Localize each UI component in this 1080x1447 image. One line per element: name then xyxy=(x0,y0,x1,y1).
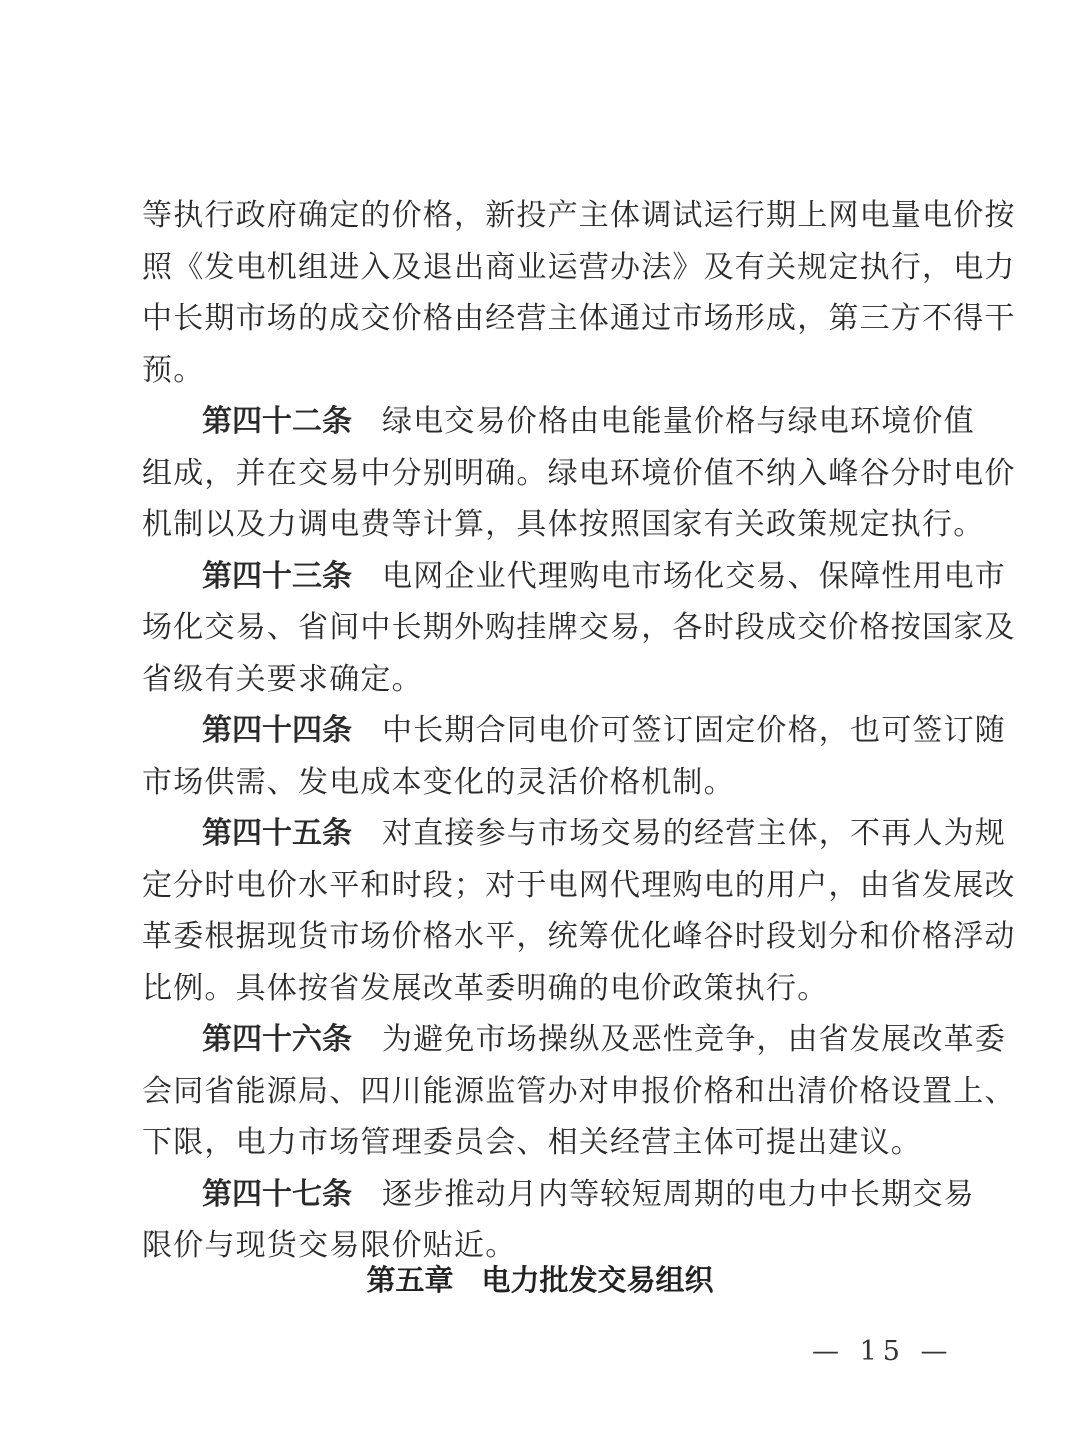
paragraph-line: 组成，并在交易中分别明确。绿电环境价值不纳入峰谷分时电价 xyxy=(142,455,1016,491)
article-number: 第四十二条 xyxy=(202,404,352,439)
paragraph-line: 照《发电机组进入及退出商业运营办法》及有关规定执行，电力 xyxy=(142,249,1016,285)
article-number: 第四十六条 xyxy=(202,1022,352,1057)
paragraph-line: 省级有关要求确定。 xyxy=(142,661,423,697)
paragraph-line: 比例。具体按省发展改革委明确的电价政策执行。 xyxy=(142,970,829,1006)
chapter-heading xyxy=(0,1258,1080,1299)
article-43-first-line xyxy=(142,551,1006,603)
paragraph-line: 中长期市场的成交价格由经营主体通过市场形成，第三方不得干 xyxy=(142,301,1016,336)
article-number: 第四十三条 xyxy=(202,558,352,594)
article-text: 中长期合同电价可签订固定价格，也可签订随 xyxy=(382,713,1006,748)
article-number: 第四十七条 xyxy=(202,1176,352,1212)
paragraph-line: 限价与现货交易限价贴近。 xyxy=(142,1228,517,1263)
paragraph-line: 革委根据现货市场价格水平，统筹优化峰谷时段划分和价格浮动 xyxy=(142,919,1016,954)
paragraph-line: 预。 xyxy=(142,352,205,388)
article-45-first-line xyxy=(142,808,1006,860)
paragraph-line: 场化交易、省间中长期外购挂牌交易，各时段成交价格按国家及 xyxy=(142,610,1016,645)
article-text: 电网企业代理购电市场化交易、保障性用电市 xyxy=(382,558,1006,594)
article-text: 对直接参与市场交易的经营主体，不再人为规 xyxy=(382,816,1006,851)
article-44-first-line xyxy=(142,705,1006,757)
paragraph-line: 定分时电价水平和时段；对于电网代理购电的用户，由省发展改 xyxy=(142,867,1016,903)
article-text: 逐步推动月内等较短周期的电力中长期交易 xyxy=(382,1176,975,1212)
article-number: 第四十五条 xyxy=(202,816,352,851)
article-text: 绿电交易价格由电能量价格与绿电环境价值 xyxy=(382,404,975,439)
article-42-first-line xyxy=(142,396,975,448)
article-number: 第四十四条 xyxy=(202,713,352,748)
article-47-first-line xyxy=(142,1169,975,1221)
paragraph-line: 下限，电力市场管理委员会、相关经营主体可提出建议。 xyxy=(142,1125,922,1160)
paragraph-line: 会同省能源局、四川能源监管办对申报价格和出清价格设置上、 xyxy=(142,1073,1016,1109)
chapter-title: 电力批发交易组织 xyxy=(481,1263,714,1297)
article-46-first-line xyxy=(142,1014,1006,1066)
paragraph-line: 市场供需、发电成本变化的灵活价格机制。 xyxy=(142,764,735,800)
page-number: — 15 — xyxy=(812,1336,954,1367)
body-text xyxy=(142,190,1016,1272)
article-text: 为避免市场操纵及恶性竞争，由省发展改革委 xyxy=(382,1022,1006,1057)
chapter-number: 第五章 xyxy=(366,1263,454,1297)
paragraph-line: 机制以及力调电费等计算，具体按照国家有关政策规定执行。 xyxy=(142,507,985,542)
paragraph-line: 等执行政府确定的价格，新投产主体调试运行期上网电量电价按 xyxy=(142,198,1016,233)
